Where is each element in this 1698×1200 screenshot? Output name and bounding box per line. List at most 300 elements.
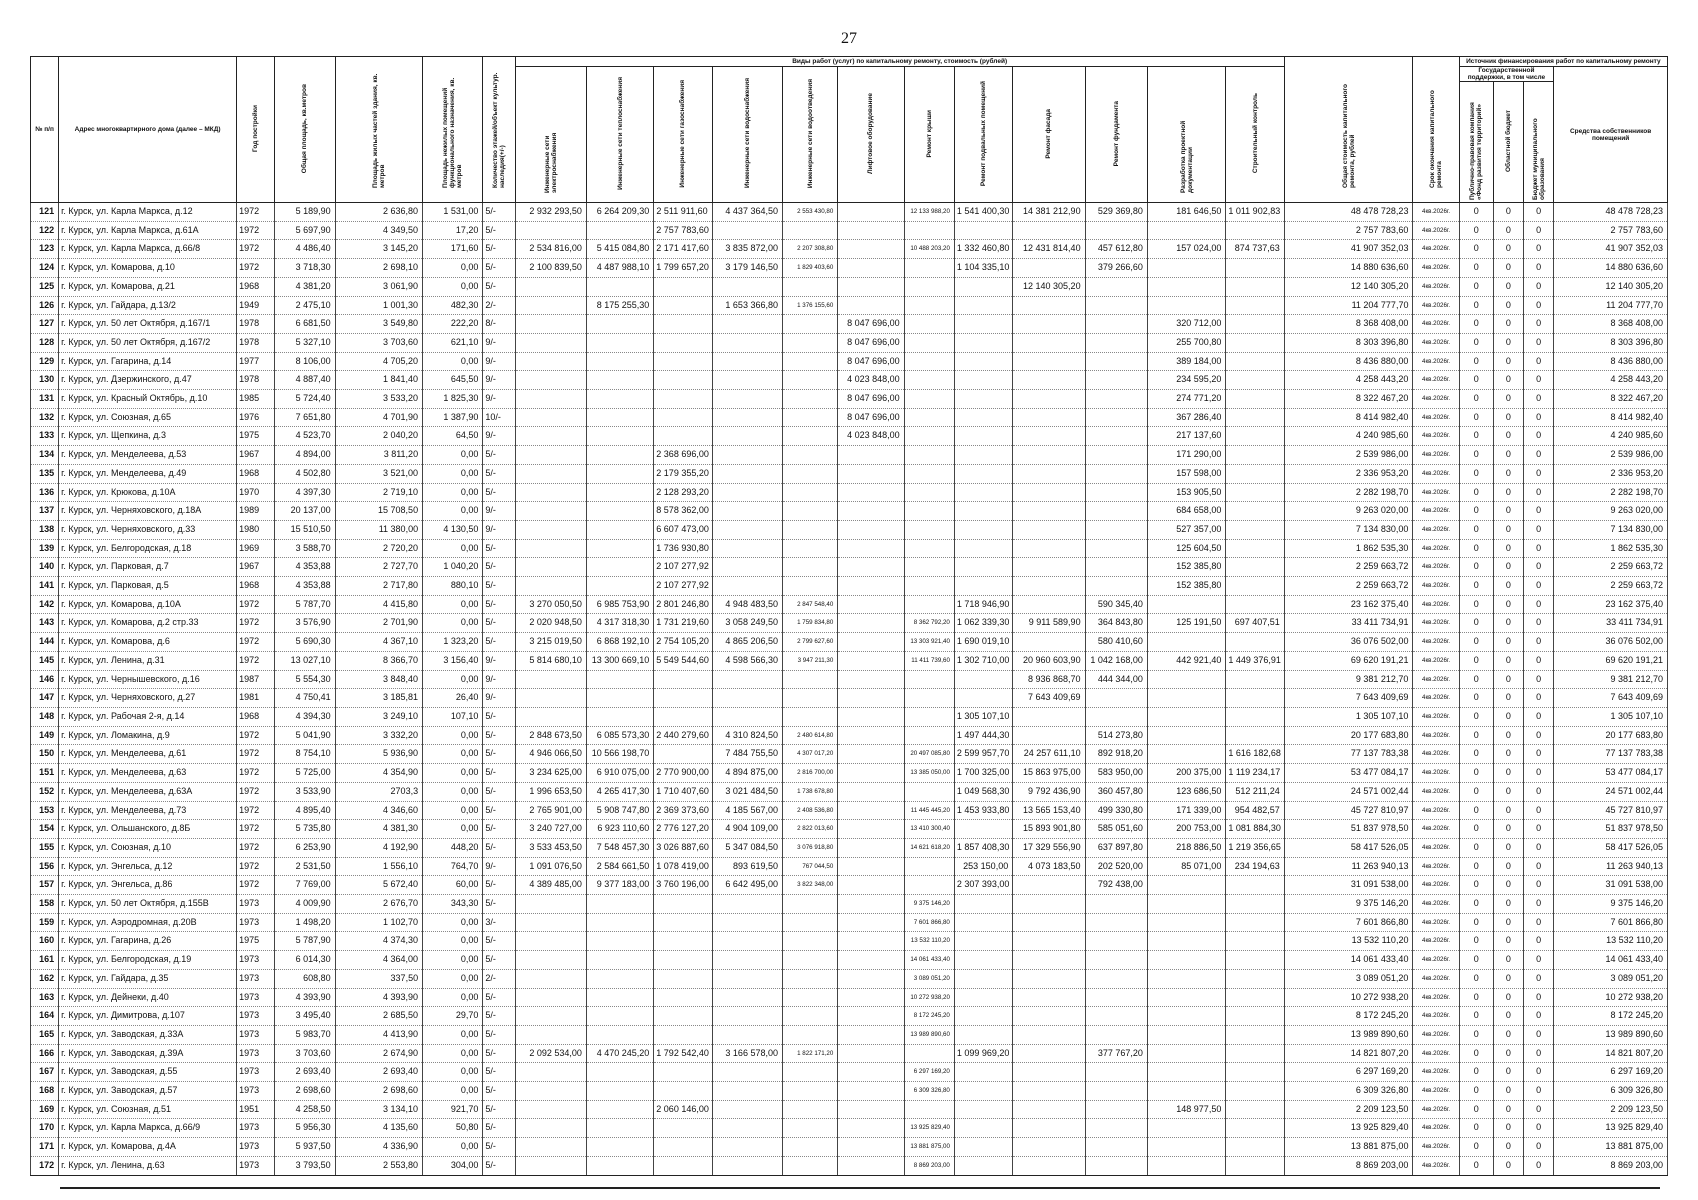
cell-term: 4кв.2026г. <box>1413 1063 1459 1082</box>
cell-control <box>1226 689 1284 708</box>
cell-f: 0 <box>1459 913 1493 932</box>
cell-sum: 41 907 352,03 <box>1284 240 1413 259</box>
cell-year: 1972 <box>237 221 275 240</box>
cell-nonliving: 645,50 <box>423 371 483 390</box>
cell-year: 1973 <box>237 951 275 970</box>
cell-gas <box>654 333 712 352</box>
cell-floors: 9/- <box>483 427 515 446</box>
cell-base: 1 305 107,10 <box>954 707 1012 726</box>
cell-floors: 5/- <box>483 1025 515 1044</box>
cell-sum: 9 375 146,20 <box>1284 895 1413 914</box>
cell-heat <box>586 315 653 334</box>
cell-r: 0 <box>1493 745 1523 764</box>
cell-lift <box>838 745 904 764</box>
cell-own: 6 309 326,80 <box>1554 1082 1668 1101</box>
cell-el: 3 270 050,50 <box>515 595 586 614</box>
cell-addr: г. Курск, ул. Чернышевского, д.16 <box>59 670 237 689</box>
cell-design: 171 290,00 <box>1147 446 1225 465</box>
cell-control <box>1226 259 1284 278</box>
cell-year: 1973 <box>237 1082 275 1101</box>
cell-nonliving: 0,00 <box>423 726 483 745</box>
cell-f: 0 <box>1459 539 1493 558</box>
cell-addr: г. Курск, ул. Димитрова, д.107 <box>59 1007 237 1026</box>
cell-total: 3 718,30 <box>275 259 335 278</box>
cell-sum: 9 263 020,00 <box>1284 502 1413 521</box>
cell-term: 4кв.2026г. <box>1413 1119 1459 1138</box>
cell-term: 4кв.2026г. <box>1413 296 1459 315</box>
cell-lift <box>838 932 904 951</box>
cell-own: 8 368 408,00 <box>1554 315 1668 334</box>
cell-gas: 6 607 473,00 <box>654 520 712 539</box>
cell-addr: г. Курск, ул. Белгородская, д.18 <box>59 539 237 558</box>
cell-design <box>1147 895 1225 914</box>
cell-control <box>1226 464 1284 483</box>
cell-floors: 5/- <box>483 539 515 558</box>
cell-lift <box>838 820 904 839</box>
cell-el <box>515 408 586 427</box>
cell-base <box>954 1119 1012 1138</box>
cell-el: 1 996 653,50 <box>515 782 586 801</box>
cell-lift <box>838 633 904 652</box>
cell-design: 152 385,80 <box>1147 577 1225 596</box>
cell-water: 3 058 249,50 <box>712 614 782 633</box>
cell-el: 2 100 839,50 <box>515 259 586 278</box>
cell-floors: 9/- <box>483 390 515 409</box>
table-row <box>31 969 1668 988</box>
cell-m: 0 <box>1524 277 1554 296</box>
cell-nonliving: 0,00 <box>423 1063 483 1082</box>
cell-base <box>954 577 1012 596</box>
cell-sewer <box>782 895 837 914</box>
cell-found <box>1085 502 1147 521</box>
cell-water: 893 619,50 <box>712 857 782 876</box>
cell-year: 1972 <box>237 726 275 745</box>
cell-sum: 2 336 953,20 <box>1284 464 1413 483</box>
cell-living: 4 374,30 <box>335 932 422 951</box>
cell-own: 1 305 107,10 <box>1554 707 1668 726</box>
cell-facade <box>1013 427 1085 446</box>
cell-design: 148 977,50 <box>1147 1100 1225 1119</box>
cell-addr: г. Курск, ул. Черняховского, д.33 <box>59 520 237 539</box>
cell-facade: 12 140 305,20 <box>1013 277 1085 296</box>
cell-roof <box>904 427 954 446</box>
cell-total: 4 894,00 <box>275 446 335 465</box>
cell-nonliving: 0,00 <box>423 782 483 801</box>
header-living-area: Площадь жилых частей здания, кв. метров <box>335 57 422 203</box>
cell-gas <box>654 988 712 1007</box>
cell-water <box>712 1063 782 1082</box>
cell-sum: 31 091 538,00 <box>1284 876 1413 895</box>
cell-total: 4 502,80 <box>275 464 335 483</box>
cell-el: 4 389 485,00 <box>515 876 586 895</box>
cell-heat <box>586 1138 653 1157</box>
cell-total: 608,80 <box>275 969 335 988</box>
header-basement: Ремонт подвальных помещений <box>954 67 1012 203</box>
cell-water: 5 347 084,50 <box>712 838 782 857</box>
cell-water <box>712 1007 782 1026</box>
cell-year: 1968 <box>237 277 275 296</box>
cell-m: 0 <box>1524 539 1554 558</box>
cell-total: 4 895,40 <box>275 801 335 820</box>
cell-addr: г. Курск, ул. 50 лет Октября, д.155В <box>59 895 237 914</box>
cell-base: 1 718 946,90 <box>954 595 1012 614</box>
cell-el <box>515 446 586 465</box>
cell-f: 0 <box>1459 1138 1493 1157</box>
cell-sum: 2 259 663,72 <box>1284 558 1413 577</box>
cell-f: 0 <box>1459 764 1493 783</box>
cell-base <box>954 951 1012 970</box>
cell-roof: 14 621 618,20 <box>904 838 954 857</box>
cell-sewer <box>782 1082 837 1101</box>
cell-addr: г. Курск, ул. Карла Маркса, д.61А <box>59 221 237 240</box>
cell-sum: 1 305 107,10 <box>1284 707 1413 726</box>
cell-living: 3 185,81 <box>335 689 422 708</box>
cell-base <box>954 1100 1012 1119</box>
cell-nonliving: 0,00 <box>423 539 483 558</box>
cell-f: 0 <box>1459 969 1493 988</box>
cell-r: 0 <box>1493 1063 1523 1082</box>
cell-heat <box>586 483 653 502</box>
cell-total: 3 495,40 <box>275 1007 335 1026</box>
cell-found <box>1085 1025 1147 1044</box>
cell-n: 146 <box>31 670 59 689</box>
cell-water <box>712 371 782 390</box>
cell-gas: 2 776 127,20 <box>654 820 712 839</box>
cell-r: 0 <box>1493 277 1523 296</box>
cell-f: 0 <box>1459 464 1493 483</box>
cell-lift <box>838 707 904 726</box>
cell-year: 1968 <box>237 464 275 483</box>
cell-heat: 13 300 669,10 <box>586 651 653 670</box>
cell-lift <box>838 483 904 502</box>
cell-floors: 3/- <box>483 913 515 932</box>
cell-r: 0 <box>1493 913 1523 932</box>
cell-n: 143 <box>31 614 59 633</box>
cell-year: 1973 <box>237 1119 275 1138</box>
cell-base: 2 307 393,00 <box>954 876 1012 895</box>
cell-floors: 5/- <box>483 764 515 783</box>
cell-own: 77 137 783,38 <box>1554 745 1668 764</box>
cell-control <box>1226 1044 1284 1063</box>
cell-roof: 9 375 146,20 <box>904 895 954 914</box>
cell-f: 0 <box>1459 371 1493 390</box>
cell-lift <box>838 895 904 914</box>
table-row <box>31 614 1668 633</box>
cell-term: 4кв.2026г. <box>1413 1044 1459 1063</box>
cell-sum: 13 881 875,00 <box>1284 1138 1413 1157</box>
table-row <box>31 895 1668 914</box>
cell-n: 162 <box>31 969 59 988</box>
cell-f: 0 <box>1459 203 1493 222</box>
cell-base <box>954 221 1012 240</box>
cell-found: 583 950,00 <box>1085 764 1147 783</box>
cell-r: 0 <box>1493 408 1523 427</box>
cell-control <box>1226 1119 1284 1138</box>
cell-m: 0 <box>1524 502 1554 521</box>
cell-facade: 8 936 868,70 <box>1013 670 1085 689</box>
cell-control: 954 482,57 <box>1226 801 1284 820</box>
cell-total: 4 523,70 <box>275 427 335 446</box>
cell-facade <box>1013 296 1085 315</box>
cell-facade: 24 257 611,10 <box>1013 745 1085 764</box>
cell-roof <box>904 782 954 801</box>
cell-found: 444 344,00 <box>1085 670 1147 689</box>
cell-base: 1 700 325,00 <box>954 764 1012 783</box>
cell-m: 0 <box>1524 446 1554 465</box>
cell-found <box>1085 352 1147 371</box>
cell-water: 3 166 578,00 <box>712 1044 782 1063</box>
register-body <box>31 203 1668 1176</box>
cell-year: 1972 <box>237 259 275 278</box>
cell-addr: г. Курск, ул. Красный Октябрь, д.10 <box>59 390 237 409</box>
cell-gas: 3 026 887,60 <box>654 838 712 857</box>
cell-f: 0 <box>1459 1025 1493 1044</box>
table-row <box>31 689 1668 708</box>
cell-addr: г. Курск, ул. Карла Маркса, д.66/8 <box>59 240 237 259</box>
cell-design: 157 598,00 <box>1147 464 1225 483</box>
cell-design <box>1147 1138 1225 1157</box>
cell-n: 160 <box>31 932 59 951</box>
cell-f: 0 <box>1459 296 1493 315</box>
cell-addr: г. Курск, ул. Комарова, д.4А <box>59 1138 237 1157</box>
cell-control <box>1226 315 1284 334</box>
cell-facade <box>1013 951 1085 970</box>
cell-r: 0 <box>1493 502 1523 521</box>
cell-n: 164 <box>31 1007 59 1026</box>
cell-sewer <box>782 951 837 970</box>
cell-lift: 8 047 696,00 <box>838 390 904 409</box>
cell-el: 3 240 727,00 <box>515 820 586 839</box>
cell-heat <box>586 333 653 352</box>
cell-design: 125 191,50 <box>1147 614 1225 633</box>
cell-el <box>515 932 586 951</box>
cell-r: 0 <box>1493 240 1523 259</box>
cell-water <box>712 988 782 1007</box>
cell-n: 170 <box>31 1119 59 1138</box>
cell-f: 0 <box>1459 502 1493 521</box>
cell-found <box>1085 221 1147 240</box>
cell-addr: г. Курск, ул. Гайдара, д.13/2 <box>59 296 237 315</box>
cell-living: 3 332,20 <box>335 726 422 745</box>
cell-m: 0 <box>1524 689 1554 708</box>
cell-heat: 5 908 747,80 <box>586 801 653 820</box>
cell-own: 7 134 830,00 <box>1554 520 1668 539</box>
cell-living: 4 346,60 <box>335 801 422 820</box>
cell-roof: 10 272 938,20 <box>904 988 954 1007</box>
cell-total: 6 253,90 <box>275 838 335 857</box>
cell-living: 3 811,20 <box>335 446 422 465</box>
cell-sewer <box>782 577 837 596</box>
table-row <box>31 876 1668 895</box>
header-design: Разработка проектной документации <box>1147 67 1225 203</box>
cell-el: 2 092 534,00 <box>515 1044 586 1063</box>
table-row <box>31 539 1668 558</box>
cell-sewer <box>782 1063 837 1082</box>
cell-found <box>1085 1156 1147 1175</box>
cell-found: 377 767,20 <box>1085 1044 1147 1063</box>
cell-heat: 6 923 110,60 <box>586 820 653 839</box>
cell-gas <box>654 1063 712 1082</box>
cell-own: 48 478 728,23 <box>1554 203 1668 222</box>
table-row <box>31 764 1668 783</box>
cell-f: 0 <box>1459 820 1493 839</box>
cell-f: 0 <box>1459 689 1493 708</box>
cell-base <box>954 427 1012 446</box>
cell-facade <box>1013 726 1085 745</box>
cell-floors: 9/- <box>483 352 515 371</box>
cell-addr: г. Курск, ул. Ленина, д.31 <box>59 651 237 670</box>
header-control: Строительный контроль <box>1226 67 1284 203</box>
header-sewer: Инженерные сети водоотведения <box>782 67 837 203</box>
cell-control <box>1226 670 1284 689</box>
cell-control: 1 011 902,83 <box>1226 203 1284 222</box>
cell-design <box>1147 969 1225 988</box>
cell-r: 0 <box>1493 764 1523 783</box>
cell-facade <box>1013 1119 1085 1138</box>
cell-nonliving: 1 040,20 <box>423 558 483 577</box>
cell-n: 165 <box>31 1025 59 1044</box>
cell-total: 5 327,10 <box>275 333 335 352</box>
cell-nonliving: 0,00 <box>423 913 483 932</box>
cell-own: 8 869 203,00 <box>1554 1156 1668 1175</box>
cell-n: 123 <box>31 240 59 259</box>
table-row <box>31 913 1668 932</box>
cell-lift <box>838 614 904 633</box>
cell-addr: г. Курск, ул. 50 лет Октября, д.167/1 <box>59 315 237 334</box>
cell-floors: 5/- <box>483 483 515 502</box>
cell-gas <box>654 969 712 988</box>
table-row <box>31 988 1668 1007</box>
cell-living: 3 249,10 <box>335 707 422 726</box>
cell-sewer <box>782 352 837 371</box>
cell-water <box>712 577 782 596</box>
cell-n: 127 <box>31 315 59 334</box>
cell-heat: 6 264 209,30 <box>586 203 653 222</box>
cell-sum: 23 162 375,40 <box>1284 595 1413 614</box>
cell-roof <box>904 876 954 895</box>
cell-sewer: 1 738 678,80 <box>782 782 837 801</box>
cell-roof <box>904 520 954 539</box>
cell-nonliving: 1 531,00 <box>423 203 483 222</box>
cell-sum: 45 727 810,97 <box>1284 801 1413 820</box>
cell-f: 0 <box>1459 876 1493 895</box>
cell-water: 4 894 875,00 <box>712 764 782 783</box>
cell-nonliving: 621,10 <box>423 333 483 352</box>
cell-living: 1 102,70 <box>335 913 422 932</box>
cell-design <box>1147 707 1225 726</box>
cell-heat <box>586 707 653 726</box>
cell-r: 0 <box>1493 464 1523 483</box>
cell-base: 1 497 444,30 <box>954 726 1012 745</box>
cell-sum: 77 137 783,38 <box>1284 745 1413 764</box>
cell-addr: г. Курск, ул. Заводская, д.39А <box>59 1044 237 1063</box>
cell-living: 2 719,10 <box>335 483 422 502</box>
cell-addr: г. Курск, ул. Парковая, д.5 <box>59 577 237 596</box>
cell-own: 8 436 880,00 <box>1554 352 1668 371</box>
cell-found <box>1085 558 1147 577</box>
cell-r: 0 <box>1493 1044 1523 1063</box>
cell-design: 255 700,80 <box>1147 333 1225 352</box>
cell-addr: г. Курск, ул. Союзная, д.10 <box>59 838 237 857</box>
cell-own: 11 204 777,70 <box>1554 296 1668 315</box>
cell-f: 0 <box>1459 483 1493 502</box>
table-row <box>31 352 1668 371</box>
cell-addr: г. Курск, ул. Карла Маркса, д.66/9 <box>59 1119 237 1138</box>
cell-living: 3 533,20 <box>335 390 422 409</box>
cell-addr: г. Курск, ул. Дейнеки, д.40 <box>59 988 237 1007</box>
cell-control <box>1226 951 1284 970</box>
cell-nonliving: 0,00 <box>423 446 483 465</box>
table-row <box>31 1007 1668 1026</box>
cell-f: 0 <box>1459 726 1493 745</box>
cell-addr: г. Курск, ул. Комарова, д.10 <box>59 259 237 278</box>
cell-control <box>1226 539 1284 558</box>
cell-floors: 5/- <box>483 932 515 951</box>
cell-lift: 8 047 696,00 <box>838 352 904 371</box>
cell-lift <box>838 651 904 670</box>
cell-floors: 5/- <box>483 277 515 296</box>
cell-own: 2 539 986,00 <box>1554 446 1668 465</box>
cell-addr: г. Курск, ул. Ломакина, д.9 <box>59 726 237 745</box>
cell-heat <box>586 913 653 932</box>
cell-design: 234 595,20 <box>1147 371 1225 390</box>
cell-addr: г. Курск, ул. Гагарина, д.26 <box>59 932 237 951</box>
cell-term: 4кв.2026г. <box>1413 614 1459 633</box>
cell-el <box>515 1063 586 1082</box>
cell-total: 4 394,30 <box>275 707 335 726</box>
cell-lift <box>838 1063 904 1082</box>
table-row <box>31 203 1668 222</box>
cell-m: 0 <box>1524 1063 1554 1082</box>
cell-n: 129 <box>31 352 59 371</box>
cell-f: 0 <box>1459 240 1493 259</box>
cell-water <box>712 390 782 409</box>
cell-control <box>1226 1063 1284 1082</box>
cell-found <box>1085 333 1147 352</box>
cell-facade <box>1013 1156 1085 1175</box>
cell-water: 3 835 872,00 <box>712 240 782 259</box>
cell-sum: 11 204 777,70 <box>1284 296 1413 315</box>
cell-heat: 7 548 457,30 <box>586 838 653 857</box>
cell-design <box>1147 988 1225 1007</box>
cell-water <box>712 1138 782 1157</box>
cell-heat: 2 584 661,50 <box>586 857 653 876</box>
cell-gas: 1 799 657,20 <box>654 259 712 278</box>
cell-roof <box>904 221 954 240</box>
cell-m: 0 <box>1524 221 1554 240</box>
cell-el: 3 533 453,50 <box>515 838 586 857</box>
cell-roof: 12 133 988,20 <box>904 203 954 222</box>
cell-el <box>515 1138 586 1157</box>
cell-lift <box>838 240 904 259</box>
cell-roof <box>904 259 954 278</box>
cell-year: 1972 <box>237 240 275 259</box>
cell-facade <box>1013 259 1085 278</box>
cell-gas: 8 578 362,00 <box>654 502 712 521</box>
cell-gas: 2 179 355,20 <box>654 464 712 483</box>
cell-heat: 6 868 192,10 <box>586 633 653 652</box>
cell-heat <box>586 1100 653 1119</box>
cell-year: 1978 <box>237 333 275 352</box>
cell-f: 0 <box>1459 259 1493 278</box>
cell-year: 1987 <box>237 670 275 689</box>
cell-heat <box>586 1082 653 1101</box>
cell-m: 0 <box>1524 876 1554 895</box>
cell-sum: 33 411 734,91 <box>1284 614 1413 633</box>
cell-control <box>1226 408 1284 427</box>
table-row <box>31 1082 1668 1101</box>
cell-m: 0 <box>1524 782 1554 801</box>
